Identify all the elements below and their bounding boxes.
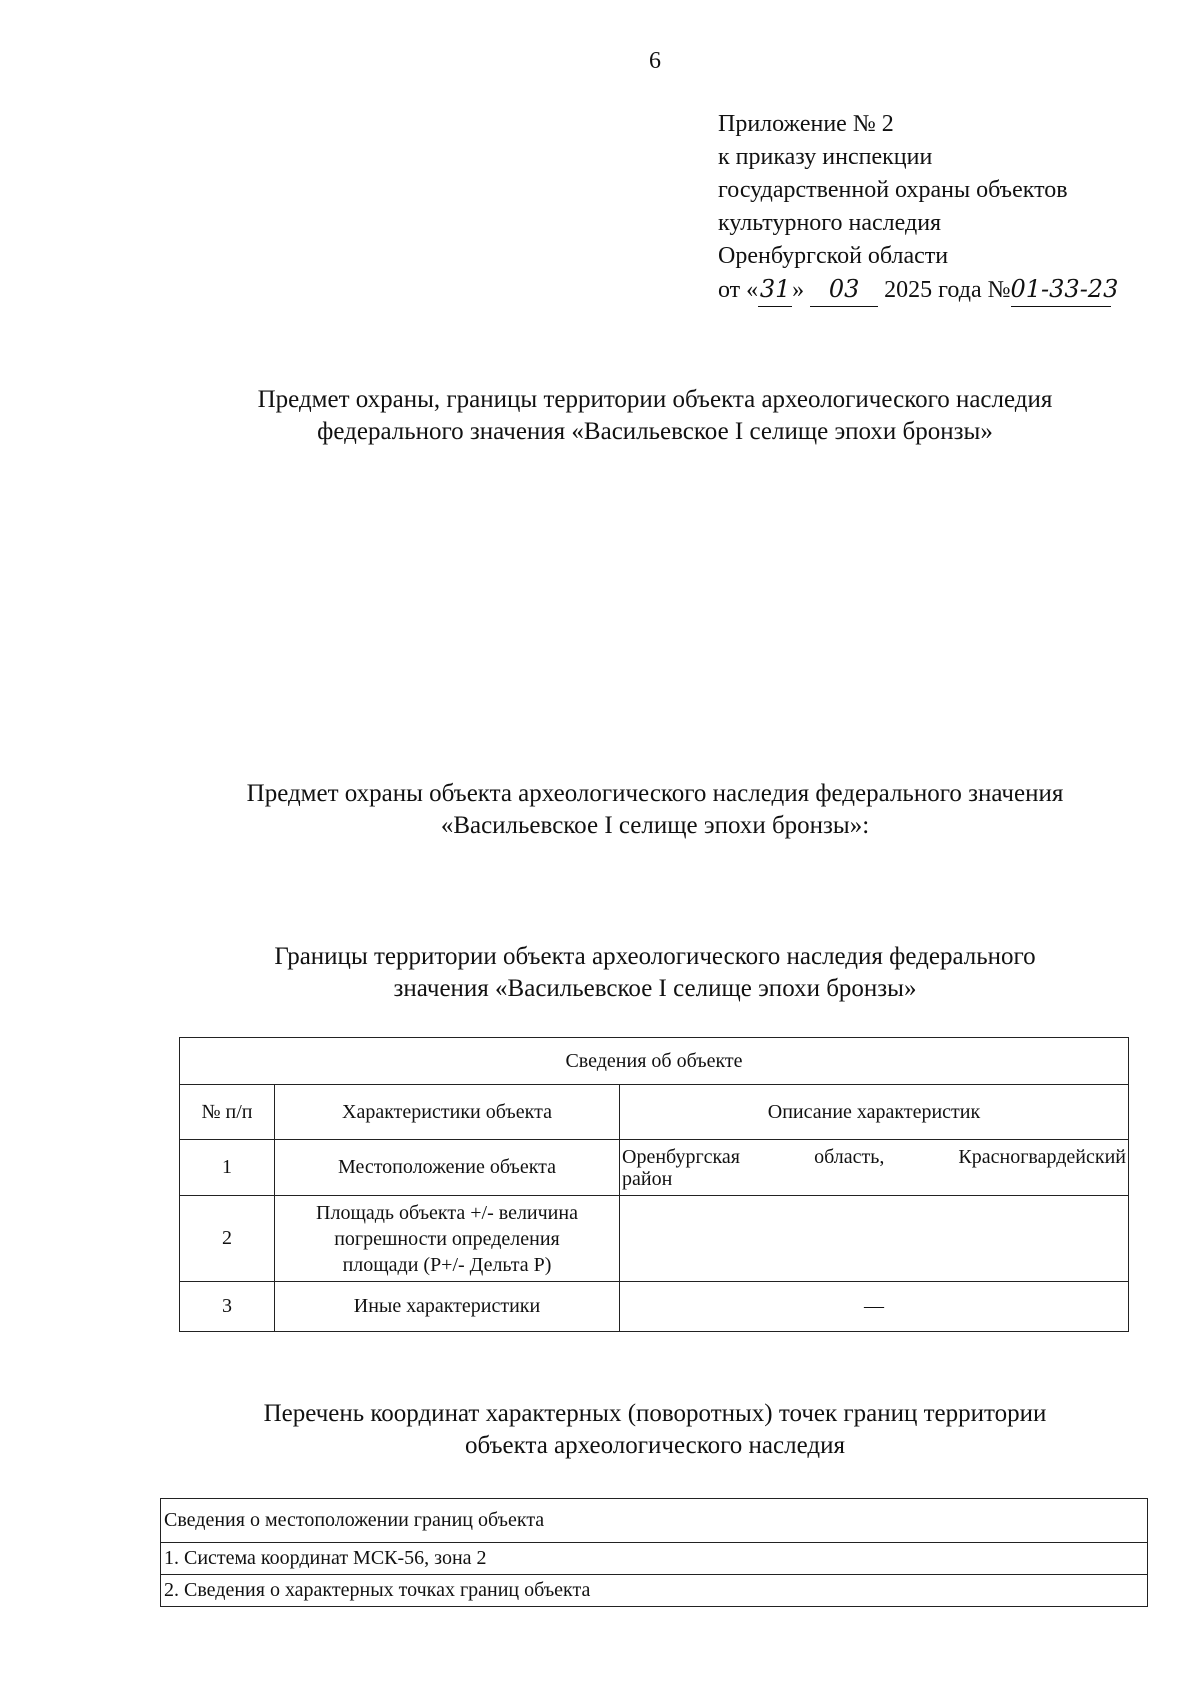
appendix-block bbox=[718, 108, 1119, 307]
row-number: 2 bbox=[180, 1196, 275, 1282]
table-row bbox=[180, 1196, 1129, 1282]
date-prefix: от « bbox=[718, 277, 759, 303]
description-word: область, bbox=[814, 1145, 885, 1168]
coordinates-heading bbox=[130, 1398, 1180, 1462]
header-cell: № п/п bbox=[180, 1085, 275, 1140]
object-info-table bbox=[179, 1037, 1129, 1332]
description-word: Оренбургская bbox=[622, 1145, 741, 1168]
table-row bbox=[161, 1499, 1148, 1543]
table-row bbox=[161, 1575, 1148, 1607]
name-line: площади (Р+/- Дельта Р) bbox=[342, 1253, 552, 1276]
name-line: погрешности определения bbox=[334, 1227, 560, 1250]
handwritten-order-number: 01-33-23 bbox=[1011, 273, 1111, 307]
row-description bbox=[620, 1196, 1129, 1282]
boundaries-heading bbox=[130, 941, 1180, 1005]
appendix-line: Приложение № 2 bbox=[718, 111, 894, 137]
appendix-line: государственной охраны объектов bbox=[718, 177, 1068, 203]
year-text: 2025 года № bbox=[884, 277, 1011, 303]
table-caption: Сведения об объекте bbox=[180, 1038, 1129, 1085]
table-row bbox=[180, 1282, 1129, 1332]
title-line: федерального значения «Васильевское I селище эпохи бронзы» bbox=[317, 418, 993, 445]
row-number: 3 bbox=[180, 1282, 275, 1332]
table-cell: 1. Система координат МСК-56, зона 2 bbox=[161, 1543, 1148, 1575]
row-name bbox=[275, 1196, 620, 1282]
heading-line: объекта археологического наследия bbox=[465, 1432, 845, 1459]
name-line: Площадь объекта +/- величина bbox=[316, 1201, 578, 1224]
table-header-row bbox=[180, 1085, 1129, 1140]
date-mid: » bbox=[792, 277, 805, 303]
appendix-line: культурного наследия bbox=[718, 210, 942, 236]
heading-line: значения «Васильевское I селище эпохи бронзы» bbox=[393, 975, 917, 1002]
table-row bbox=[161, 1543, 1148, 1575]
page-number: 6 bbox=[649, 48, 661, 74]
boundary-info-table bbox=[160, 1498, 1148, 1607]
description-line bbox=[622, 1146, 1126, 1168]
row-name: Местоположение объекта bbox=[275, 1140, 620, 1196]
heading-line: «Васильевское I селище эпохи бронзы»: bbox=[440, 812, 870, 839]
description-word: Красногвардейский bbox=[958, 1145, 1126, 1168]
table-cell: Сведения о местоположении границ объекта bbox=[161, 1499, 1148, 1543]
description-line: район bbox=[622, 1167, 673, 1190]
title-line: Предмет охраны, границы территории объекта археологического наследия bbox=[257, 386, 1053, 413]
heading-line: Границы территории объекта археологического наследия федерального bbox=[274, 943, 1036, 970]
row-name: Иные характеристики bbox=[275, 1282, 620, 1332]
handwritten-month: 03 bbox=[810, 273, 878, 307]
header-cell: Характеристики объекта bbox=[275, 1085, 620, 1140]
row-description bbox=[620, 1140, 1129, 1196]
handwritten-day: 31 bbox=[758, 273, 792, 307]
header-cell: Описание характеристик bbox=[620, 1085, 1129, 1140]
subject-heading bbox=[130, 778, 1180, 842]
table-cell: 2. Сведения о характерных точках границ объекта bbox=[161, 1575, 1148, 1607]
table-row bbox=[180, 1140, 1129, 1196]
row-description: — bbox=[620, 1282, 1129, 1332]
appendix-line: к приказу инспекции bbox=[718, 144, 933, 170]
appendix-line: Оренбургской области bbox=[718, 243, 949, 269]
row-number: 1 bbox=[180, 1140, 275, 1196]
document-title bbox=[130, 384, 1180, 448]
appendix-date-line bbox=[718, 273, 1119, 307]
heading-line: Перечень координат характерных (поворотных) точек границ территории bbox=[263, 1400, 1047, 1427]
table-caption-row bbox=[180, 1038, 1129, 1085]
heading-line: Предмет охраны объекта археологического наследия федерального значения bbox=[246, 780, 1064, 807]
